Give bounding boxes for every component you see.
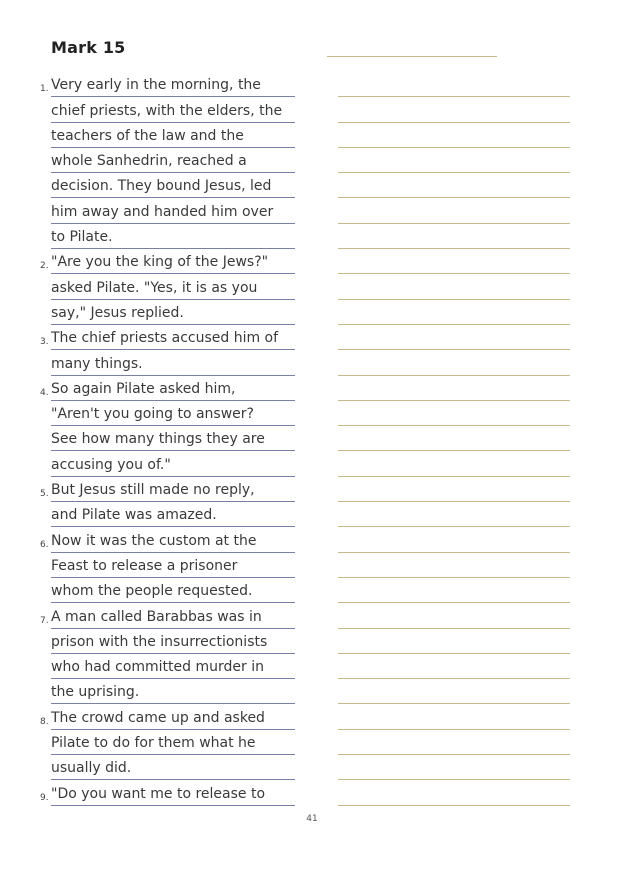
verse-line xyxy=(40,426,298,451)
verse-line xyxy=(40,527,298,552)
writing-line xyxy=(338,274,570,299)
verse-line xyxy=(40,477,298,502)
writing-line xyxy=(338,325,570,350)
verse-number: 7. xyxy=(40,615,49,626)
verse-line xyxy=(40,274,298,299)
verse-text: whom the people requested. xyxy=(51,581,295,603)
verse-line xyxy=(40,654,298,679)
writing-line xyxy=(338,249,570,274)
writing-line xyxy=(338,603,570,628)
verse-line xyxy=(40,401,298,426)
writing-line xyxy=(338,451,570,476)
verse-number: 1. xyxy=(40,84,49,95)
verse-text: asked Pilate. "Yes, it is as you xyxy=(51,278,295,300)
verse-line xyxy=(40,148,298,173)
writing-line xyxy=(338,780,570,805)
verse-text: decision. They bound Jesus, led xyxy=(51,176,295,198)
verse-number: 3. xyxy=(40,337,49,348)
verse-number: 4. xyxy=(40,387,49,398)
verse-text: "Do you want me to release to xyxy=(51,784,295,806)
verse-line xyxy=(40,123,298,148)
verse-text: to Pilate. xyxy=(51,227,295,249)
verse-text: Very early in the morning, the xyxy=(51,75,295,97)
writing-line xyxy=(338,704,570,729)
writing-line xyxy=(338,401,570,426)
writing-line xyxy=(338,173,570,198)
writing-line xyxy=(338,502,570,527)
verse-line xyxy=(40,730,298,755)
verse-line xyxy=(40,553,298,578)
verse-text: But Jesus still made no reply, xyxy=(51,480,295,502)
writing-line xyxy=(338,148,570,173)
verse-line xyxy=(40,451,298,476)
verse-line xyxy=(40,376,298,401)
verse-text: So again Pilate asked him, xyxy=(51,379,295,401)
verse-number: 5. xyxy=(40,489,49,500)
verse-text: teachers of the law and the xyxy=(51,126,295,148)
verse-text: and Pilate was amazed. xyxy=(51,505,295,527)
verse-text: The crowd came up and asked xyxy=(51,708,295,730)
verse-line xyxy=(40,173,298,198)
verse-text: him away and handed him over xyxy=(51,202,295,224)
verse-text: "Are you the king of the Jews?" xyxy=(51,252,295,274)
writing-line xyxy=(338,679,570,704)
writing-line xyxy=(338,654,570,679)
verse-text: Now it was the custom at the xyxy=(51,531,295,553)
verse-text: usually did. xyxy=(51,758,295,780)
writing-line xyxy=(338,376,570,401)
verse-number: 6. xyxy=(40,539,49,550)
writing-line xyxy=(338,300,570,325)
verse-text: A man called Barabbas was in xyxy=(51,607,295,629)
verse-text-column xyxy=(40,72,298,806)
writing-line xyxy=(338,578,570,603)
verse-line xyxy=(40,198,298,223)
verse-number: 9. xyxy=(40,792,49,803)
verse-text: chief priests, with the elders, the xyxy=(51,101,295,123)
writing-line xyxy=(338,730,570,755)
verse-number: 2. xyxy=(40,261,49,272)
writing-line xyxy=(338,224,570,249)
verse-text: the uprising. xyxy=(51,682,295,704)
verse-text: Pilate to do for them what he xyxy=(51,733,295,755)
writing-line xyxy=(338,477,570,502)
writing-line xyxy=(338,527,570,552)
verse-text: accusing you of." xyxy=(51,455,295,477)
writing-line xyxy=(338,350,570,375)
verse-line xyxy=(40,249,298,274)
title-writing-line xyxy=(327,56,497,57)
verse-line xyxy=(40,97,298,122)
verse-line xyxy=(40,578,298,603)
writing-line xyxy=(338,72,570,97)
verse-line xyxy=(40,300,298,325)
writing-line xyxy=(338,553,570,578)
verse-line xyxy=(40,780,298,805)
verse-number: 8. xyxy=(40,716,49,727)
verse-text: The chief priests accused him of xyxy=(51,328,295,350)
verse-text: See how many things they are xyxy=(51,429,295,451)
verse-text: say," Jesus replied. xyxy=(51,303,295,325)
verse-text: many things. xyxy=(51,354,295,376)
verse-text: Feast to release a prisoner xyxy=(51,556,295,578)
page-number: 41 xyxy=(306,814,318,824)
page-title: Mark 15 xyxy=(51,38,126,57)
handwriting-practice-column xyxy=(338,72,570,806)
verse-line xyxy=(40,679,298,704)
verse-text: who had committed murder in xyxy=(51,657,295,679)
verse-text: prison with the insurrectionists xyxy=(51,632,295,654)
verse-text: "Aren't you going to answer? xyxy=(51,404,295,426)
verse-line xyxy=(40,603,298,628)
writing-line xyxy=(338,123,570,148)
verse-line xyxy=(40,502,298,527)
verse-line xyxy=(40,755,298,780)
writing-line xyxy=(338,755,570,780)
writing-line xyxy=(338,426,570,451)
verse-line xyxy=(40,704,298,729)
verse-line xyxy=(40,629,298,654)
verse-line xyxy=(40,224,298,249)
writing-line xyxy=(338,629,570,654)
verse-line xyxy=(40,350,298,375)
verse-line xyxy=(40,325,298,350)
writing-line xyxy=(338,97,570,122)
writing-line xyxy=(338,198,570,223)
verse-text: whole Sanhedrin, reached a xyxy=(51,151,295,173)
verse-line xyxy=(40,72,298,97)
